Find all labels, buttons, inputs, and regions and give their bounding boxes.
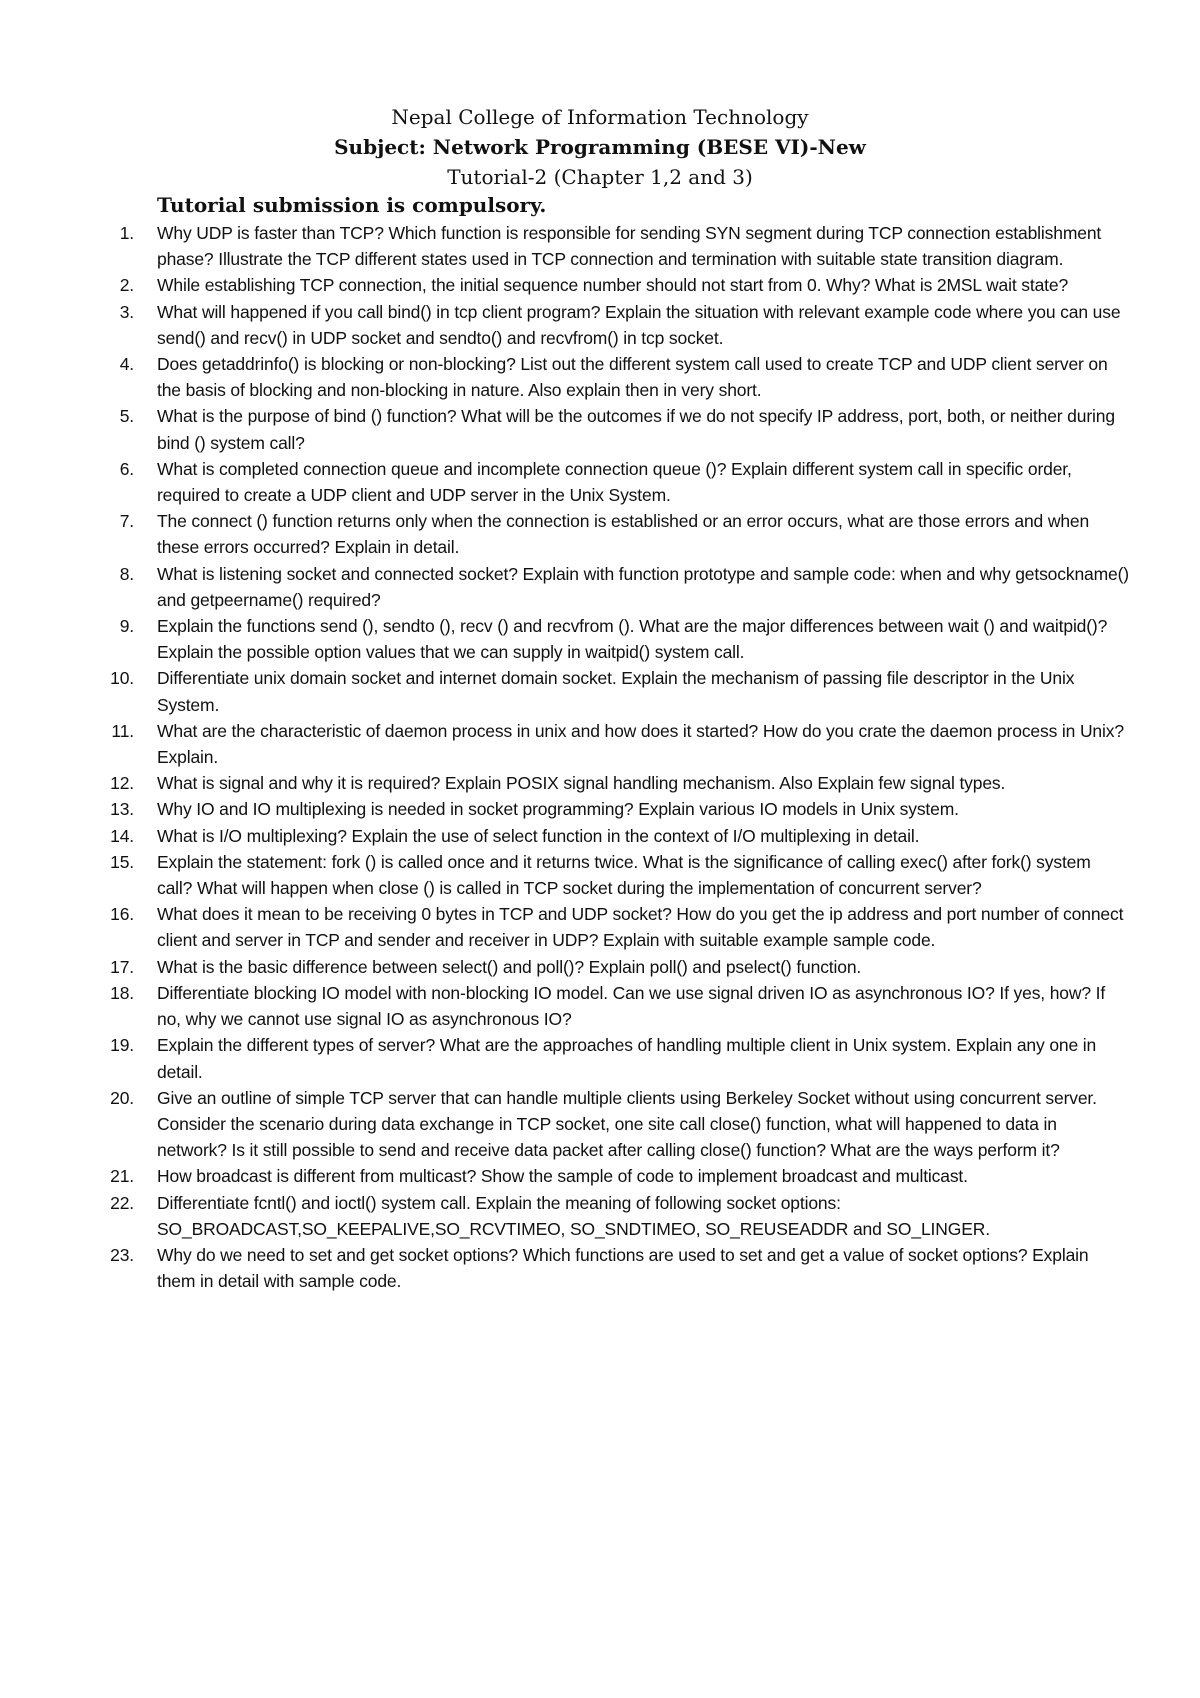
question-item <box>0 613 1130 665</box>
question-number: 14. <box>110 825 134 846</box>
question-item <box>0 665 1130 717</box>
question-item <box>0 561 1130 613</box>
question-text: Differentiate fcntl() and ioctl() system call. Explain the meaning of following socket options: SO_BROADCAST,SO_KEEPALIVE,SO_RCVTIMEO, SO_SNDTIMEO, SO_REUSEADDR and SO_LINGER. <box>157 1192 990 1239</box>
question-text: Explain the functions send (), sendto (), recv () and recvfrom (). What are the major differences between wait () and waitpid()? Explain the possible option values that we can supply in waitpid() system call. <box>157 616 1108 663</box>
question-number: 11. <box>111 720 134 741</box>
question-number: 12. <box>110 773 134 794</box>
question-text: Give an outline of simple TCP server that can handle multiple clients using Berkeley Socket without using concurrent server. Consider the scenario during data exchange in TCP socket, one site call close() function, what will happened to data in network? Is it still possible to send and receive data packet after calling close() function? What are the ways perform it? <box>157 1087 1097 1161</box>
question-number: 13. <box>110 799 134 820</box>
question-list <box>0 220 1200 1294</box>
question-text: What does it mean to be receiving 0 bytes in TCP and UDP socket? How do you get the ip address and port number of connect client and server in TCP and sender and receiver in UDP? Explain with suitable example sample code. <box>157 904 1124 951</box>
question-item <box>0 456 1130 508</box>
question-item <box>0 403 1130 455</box>
question-item <box>0 1190 1130 1242</box>
question-item <box>0 796 1130 822</box>
question-number: 23. <box>110 1244 134 1265</box>
question-item <box>0 1163 1130 1189</box>
question-text: Why IO and IO multiplexing is needed in socket programming? Explain various IO models in Unix system. <box>157 799 959 820</box>
question-number: 10. <box>110 668 134 689</box>
question-text: What are the characteristic of daemon process in unix and how does it started? How do you crate the daemon process in Unix? Explain. <box>157 720 1124 768</box>
question-number: 3. <box>119 301 134 322</box>
question-item <box>0 1242 1130 1294</box>
subject-title: Subject: Network Programming (BESE VI)-New <box>334 135 866 159</box>
question-text: What will happened if you call bind() in tcp client program? Explain the situation with relevant example code where you can use send() and recv() in UDP socket and sendto() and recvfrom() in tcp socket. <box>157 301 1121 348</box>
question-text: Differentiate unix domain socket and internet domain socket. Explain the mechanism of passing file descriptor in the Unix System. <box>157 668 1075 715</box>
question-item <box>0 220 1130 272</box>
document-header <box>0 102 1200 192</box>
question-number: 21. <box>110 1166 134 1187</box>
question-item <box>0 1085 1130 1164</box>
question-text: What is signal and why it is required? Explain POSIX signal handling mechanism. Also Explain few signal types. <box>157 773 1006 794</box>
question-number: 18. <box>110 982 134 1003</box>
question-item <box>0 770 1130 796</box>
question-item <box>0 954 1130 980</box>
question-text: Why UDP is faster than TCP? Which function is responsible for sending SYN segment during TCP connection establishment phase? Illustrate the TCP different states used in TCP connection and termination with suitable state transition diagram. <box>157 223 1102 270</box>
question-item <box>0 351 1130 403</box>
question-text: Differentiate blocking IO model with non-blocking IO model. Can we use signal driven IO as asynchronous IO? If yes, how? If no, why we cannot use signal IO as asynchronous IO? <box>157 982 1106 1030</box>
question-item <box>0 823 1130 849</box>
question-number: 6. <box>119 458 134 479</box>
question-item <box>0 1032 1130 1084</box>
question-text: Explain the statement: fork () is called once and it returns twice. What is the significance of calling exec() after fork() system call? What will happen when close () is called in TCP socket during the implementation of concurrent server? <box>157 851 1091 899</box>
question-number: 8. <box>119 563 134 584</box>
question-number: 5. <box>119 406 134 427</box>
question-text: What is the basic difference between select() and poll()? Explain poll() and pselect() function. <box>157 956 862 977</box>
question-text: What is the purpose of bind () function? What will be the outcomes if we do not specify IP address, port, both, or neither during bind () system call? <box>157 406 1115 453</box>
question-number: 15. <box>110 851 134 872</box>
question-number: 4. <box>119 354 134 375</box>
question-text: Explain the different types of server? What are the approaches of handling multiple client in Unix system. Explain any one in detail. <box>157 1035 1097 1082</box>
question-text: Why do we need to set and get socket options? Which functions are used to set and get a value of socket options? Explain them in detail with sample code. <box>157 1244 1089 1292</box>
question-text: How broadcast is different from multicast? Show the sample of code to implement broadcast and multicast. <box>157 1166 968 1187</box>
question-text: Does getaddrinfo() is blocking or non-blocking? List out the different system call used to create TCP and UDP client server on the basis of blocking and non-blocking in nature. Also explain then in very short. <box>157 354 1108 401</box>
question-item <box>0 299 1130 351</box>
question-number: 17. <box>110 956 134 977</box>
question-number: 9. <box>119 616 134 637</box>
question-number: 7. <box>119 511 134 532</box>
question-item <box>0 901 1130 953</box>
submission-note: Tutorial submission is compulsory. <box>157 193 547 217</box>
question-number: 22. <box>110 1192 134 1213</box>
question-item <box>0 508 1130 560</box>
question-item <box>0 718 1130 770</box>
question-number: 20. <box>110 1087 134 1108</box>
question-text: While establishing TCP connection, the initial sequence number should not start from 0. Why? What is 2MSL wait state? <box>157 275 1069 296</box>
question-item <box>0 272 1130 298</box>
question-text: What is I/O multiplexing? Explain the use of select function in the context of I/O multiplexing in detail. <box>157 825 920 846</box>
question-item <box>0 980 1130 1032</box>
question-text: What is listening socket and connected socket? Explain with function prototype and sample code: when and why getsockname() and getpeername() required? <box>157 563 1129 610</box>
tutorial-title: Tutorial-2 (Chapter 1,2 and 3) <box>447 165 753 189</box>
institution-name: Nepal College of Information Technology <box>391 105 809 129</box>
question-item <box>0 849 1130 901</box>
question-text: What is completed connection queue and incomplete connection queue ()? Explain different system call in specific order, required to create a UDP client and UDP server in the Unix System. <box>157 458 1072 506</box>
question-text: The connect () function returns only when the connection is established or an error occurs, what are those errors and when these errors occurred? Explain in detail. <box>157 511 1090 558</box>
question-number: 2. <box>119 275 134 296</box>
question-number: 1. <box>119 223 134 243</box>
question-number: 16. <box>110 904 134 925</box>
question-number: 19. <box>110 1035 134 1056</box>
